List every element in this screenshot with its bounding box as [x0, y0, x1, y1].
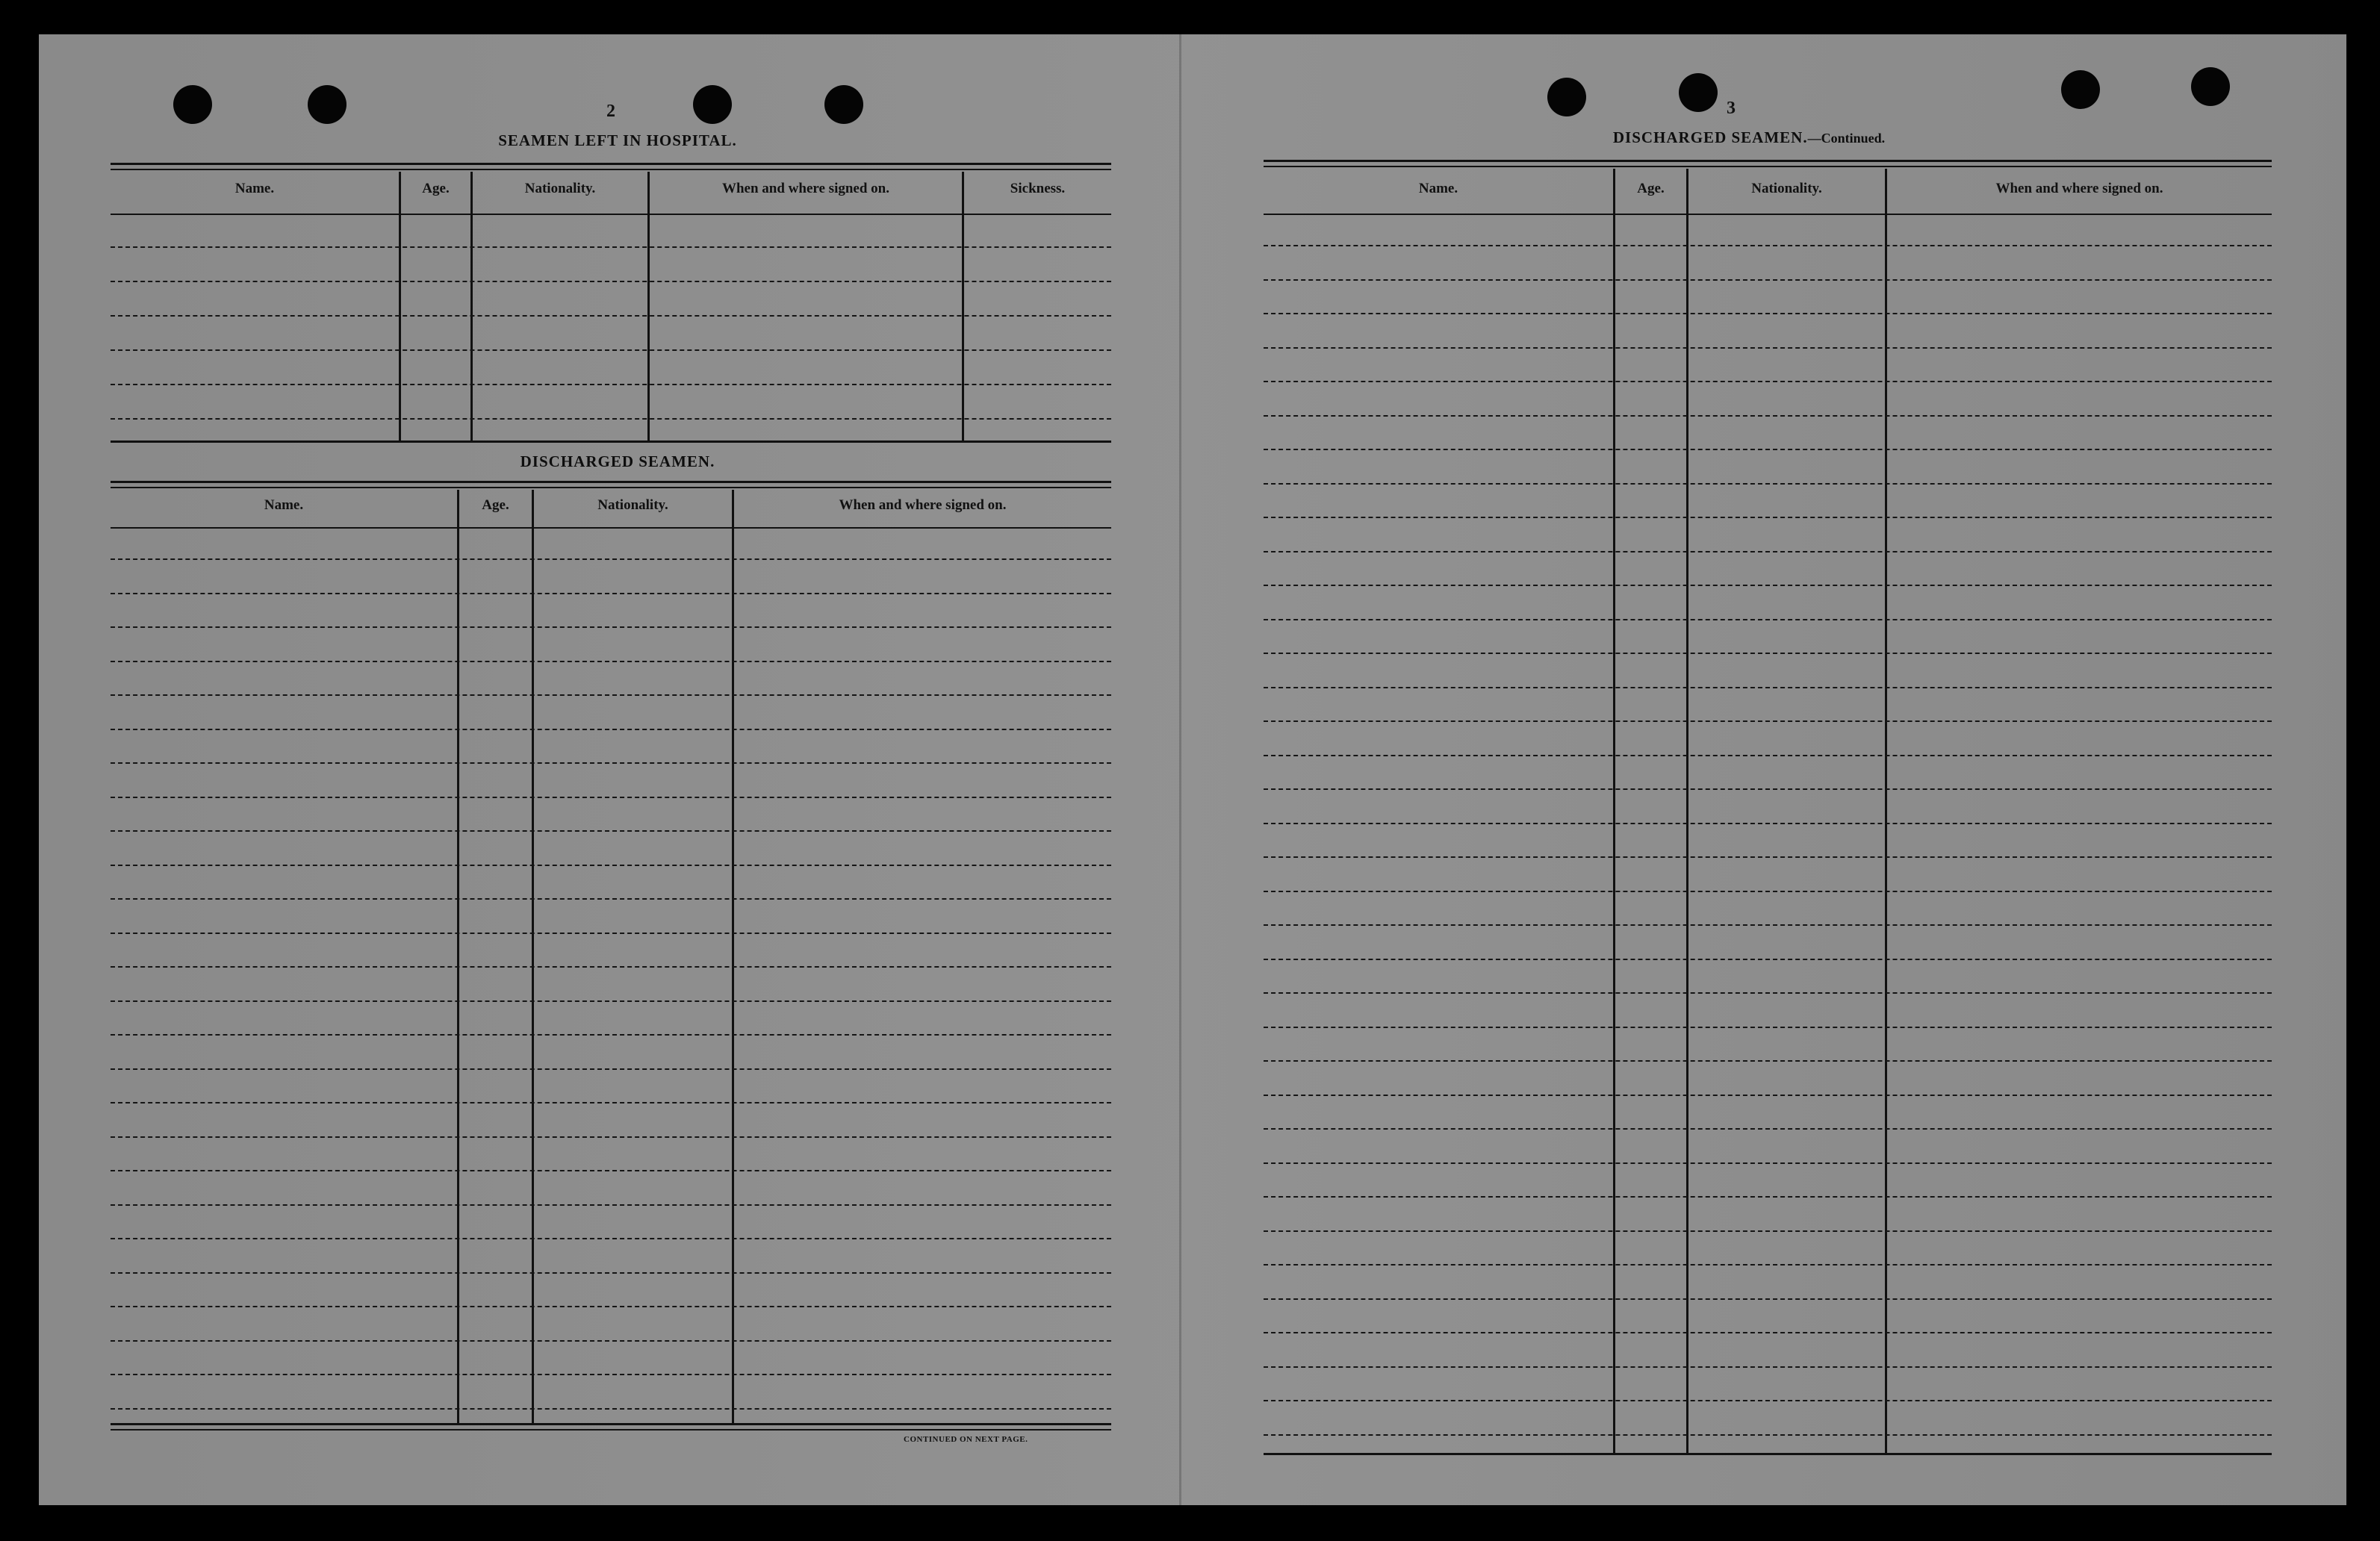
hospital-section-title: SEAMEN LEFT IN HOSPITAL. — [498, 131, 737, 149]
entry-line — [1264, 551, 2272, 552]
page-number: 2 — [606, 102, 615, 121]
continued-col-age: Age. — [1637, 181, 1665, 196]
page-number: 3 — [1727, 99, 1736, 118]
entry-line — [1264, 1298, 2272, 1300]
punch-hole-icon — [2061, 70, 2100, 109]
entry-line — [1264, 788, 2272, 790]
entry-line — [1264, 653, 2272, 654]
entry-line — [111, 694, 1111, 696]
entry-line — [111, 797, 1111, 798]
discharged-section-title: DISCHARGED SEAMEN. — [520, 452, 715, 470]
entry-line — [1264, 245, 2272, 246]
entry-line — [1264, 1128, 2272, 1130]
punch-hole-icon — [173, 85, 212, 124]
entry-line — [1264, 517, 2272, 518]
entry-line — [1264, 959, 2272, 960]
entry-line — [111, 729, 1111, 730]
hospital-col-name: Name. — [234, 181, 275, 196]
entry-line — [111, 1170, 1111, 1171]
entry-line — [111, 1374, 1111, 1375]
entry-line — [111, 1068, 1111, 1070]
entry-line — [111, 1000, 1111, 1002]
entry-line — [111, 315, 1111, 317]
entry-line — [1264, 891, 2272, 892]
entry-line — [111, 1204, 1111, 1206]
hospital-rows — [111, 214, 1111, 438]
entry-line — [111, 966, 1111, 968]
table-rule — [1264, 166, 2272, 167]
continued-col-signed-on: When and where signed on. — [1995, 181, 2163, 196]
entry-line — [111, 1306, 1111, 1307]
table-rule — [111, 1429, 1111, 1431]
entry-line — [1264, 1060, 2272, 1062]
entry-line — [1264, 619, 2272, 620]
entry-line — [1264, 1332, 2272, 1333]
entry-line — [1264, 1434, 2272, 1436]
entry-line — [1264, 1095, 2272, 1096]
continued-col-name: Name. — [1418, 181, 1458, 196]
discharged-col-nationality: Nationality. — [597, 497, 668, 513]
entry-line — [1264, 687, 2272, 688]
hospital-col-signed-on: When and where signed on. — [721, 181, 889, 196]
continued-col-nationality: Nationality. — [1751, 181, 1822, 196]
discharged-rows — [111, 529, 1111, 1422]
punch-hole-icon — [1679, 73, 1718, 112]
entry-line — [1264, 992, 2272, 994]
discharged-col-signed-on: When and where signed on. — [839, 497, 1007, 513]
table-rule — [111, 481, 1111, 483]
table-rule — [111, 487, 1111, 488]
punch-hole-icon — [693, 85, 732, 124]
table-rule — [1264, 1453, 2272, 1455]
table-rule — [111, 163, 1111, 165]
discharged-col-name: Name. — [264, 497, 304, 513]
entry-line — [1264, 1400, 2272, 1401]
left-page — [39, 34, 1179, 1505]
entry-line — [1264, 381, 2272, 382]
entry-line — [111, 558, 1111, 560]
table-rule — [111, 1423, 1111, 1425]
entry-line — [1264, 483, 2272, 485]
entry-line — [1264, 1162, 2272, 1164]
discharged-col-age: Age. — [482, 497, 509, 513]
entry-line — [1264, 1366, 2272, 1368]
continued-note: CONTINUED ON NEXT PAGE. — [904, 1435, 1028, 1444]
entry-line — [1264, 347, 2272, 349]
entry-line — [1264, 1196, 2272, 1198]
entry-line — [1264, 1264, 2272, 1266]
entry-line — [1264, 585, 2272, 586]
entry-line — [111, 418, 1111, 420]
entry-line — [111, 830, 1111, 832]
entry-line — [111, 384, 1111, 385]
entry-line — [111, 1408, 1111, 1410]
entry-line — [1264, 449, 2272, 450]
entry-line — [111, 1136, 1111, 1138]
entry-line — [111, 865, 1111, 866]
entry-line — [1264, 823, 2272, 824]
entry-line — [111, 898, 1111, 900]
entry-line — [1264, 313, 2272, 314]
discharged-continued-title — [1488, 128, 2010, 147]
entry-line — [111, 762, 1111, 764]
hospital-col-nationality: Nationality. — [524, 181, 596, 196]
entry-line — [1264, 856, 2272, 858]
punch-hole-icon — [2191, 67, 2230, 106]
entry-line — [1264, 720, 2272, 722]
entry-line — [111, 933, 1111, 934]
entry-line — [1264, 279, 2272, 281]
entry-line — [111, 1340, 1111, 1342]
entry-line — [111, 1238, 1111, 1239]
entry-line — [111, 1102, 1111, 1103]
entry-line — [1264, 1027, 2272, 1028]
entry-line — [111, 593, 1111, 594]
entry-line — [1264, 415, 2272, 417]
entry-line — [111, 246, 1111, 248]
hospital-col-sickness: Sickness. — [1010, 181, 1066, 196]
entry-line — [1264, 1230, 2272, 1232]
entry-line — [1264, 924, 2272, 926]
right-page — [1181, 34, 2346, 1505]
table-rule — [111, 440, 1111, 443]
continued-rows — [1264, 215, 2272, 1447]
title-main: DISCHARGED SEAMEN. — [1612, 128, 1808, 146]
entry-line — [111, 281, 1111, 282]
entry-line — [1264, 755, 2272, 756]
punch-hole-icon — [308, 85, 347, 124]
entry-line — [111, 626, 1111, 628]
punch-hole-icon — [824, 85, 863, 124]
title-suffix: —Continued. — [1807, 131, 1886, 146]
document-sheet — [39, 34, 2346, 1505]
hospital-col-age: Age. — [422, 181, 450, 196]
entry-line — [111, 349, 1111, 351]
table-rule — [1264, 160, 2272, 162]
entry-line — [111, 661, 1111, 662]
entry-line — [111, 1034, 1111, 1036]
table-rule — [111, 169, 1111, 170]
punch-hole-icon — [1547, 78, 1586, 116]
entry-line — [111, 1272, 1111, 1274]
